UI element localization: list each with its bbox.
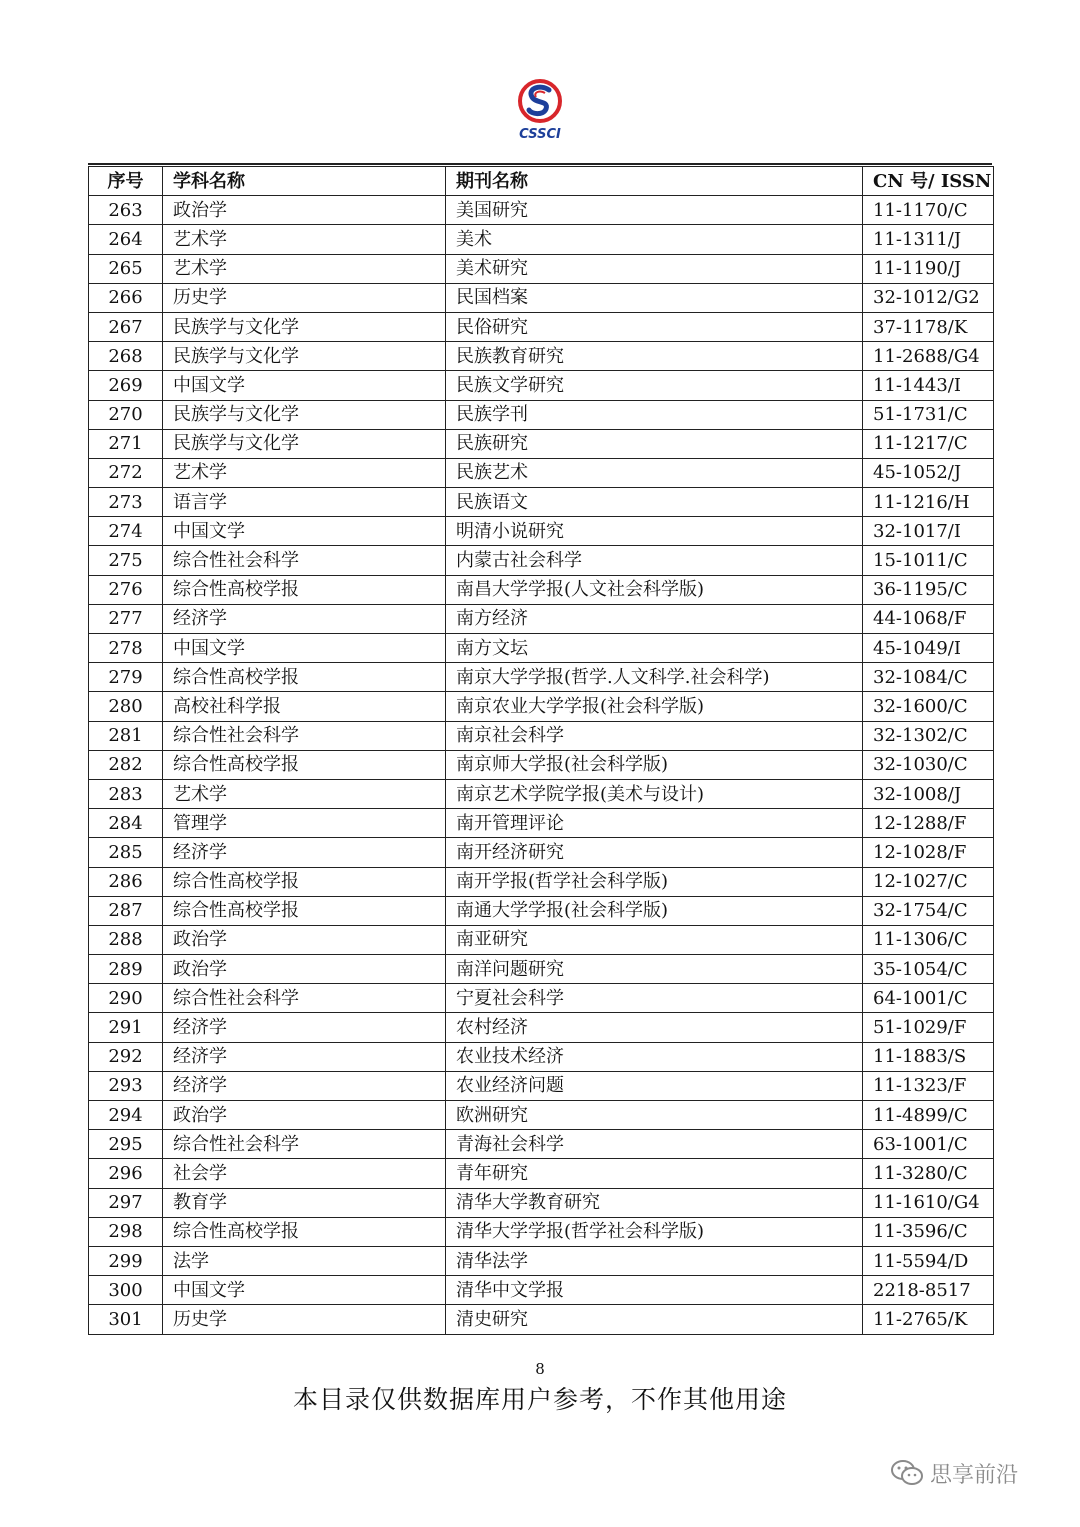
cell-subject: 管理学 <box>163 809 446 838</box>
table-row <box>89 663 994 692</box>
header-rule <box>88 163 992 165</box>
watermark-text: 思享前沿 <box>930 1462 1019 1488</box>
cell-journal: 农村经济 <box>446 1013 863 1042</box>
cell-cn-issn: 32-1030/C <box>863 750 994 779</box>
table-row <box>89 838 994 867</box>
table-row <box>89 488 994 517</box>
cell-subject: 民族学与文化学 <box>163 429 446 458</box>
cell-subject: 政治学 <box>163 1101 446 1130</box>
cell-serial: 291 <box>89 1013 163 1042</box>
cell-cn-issn: 12-1288/F <box>863 809 994 838</box>
cell-serial: 282 <box>89 750 163 779</box>
table-row <box>89 429 994 458</box>
cell-journal: 南通大学学报(社会科学版) <box>446 896 863 925</box>
cell-subject: 社会学 <box>163 1159 446 1188</box>
cell-subject: 民族学与文化学 <box>163 312 446 341</box>
watermark <box>890 1458 1018 1488</box>
table-row <box>89 342 994 371</box>
cell-serial: 285 <box>89 838 163 867</box>
cell-serial: 288 <box>89 925 163 954</box>
cell-journal: 美术 <box>446 225 863 254</box>
cell-journal: 南京艺术学院学报(美术与设计) <box>446 779 863 808</box>
cell-subject: 经济学 <box>163 1071 446 1100</box>
cell-serial: 263 <box>89 196 163 225</box>
cell-serial: 279 <box>89 663 163 692</box>
cell-cn-issn: 37-1178/K <box>863 312 994 341</box>
cell-serial: 283 <box>89 779 163 808</box>
cell-journal: 明清小说研究 <box>446 517 863 546</box>
cell-journal: 南方经济 <box>446 604 863 633</box>
cell-cn-issn: 44-1068/F <box>863 604 994 633</box>
cell-cn-issn: 11-2765/K <box>863 1305 994 1334</box>
cell-serial: 280 <box>89 692 163 721</box>
cell-serial: 268 <box>89 342 163 371</box>
cell-subject: 中国文学 <box>163 634 446 663</box>
table-row <box>89 575 994 604</box>
cell-cn-issn: 32-1008/J <box>863 779 994 808</box>
cell-serial: 270 <box>89 400 163 429</box>
cell-cn-issn: 12-1028/F <box>863 838 994 867</box>
cell-cn-issn: 45-1052/J <box>863 458 994 487</box>
cell-journal: 南方文坛 <box>446 634 863 663</box>
footer-notice: 本目录仅供数据库用户参考，不作其他用途 <box>292 1385 787 1414</box>
cell-subject: 综合性高校学报 <box>163 896 446 925</box>
cell-subject: 民族学与文化学 <box>163 400 446 429</box>
cell-journal: 南开管理评论 <box>446 809 863 838</box>
cell-subject: 政治学 <box>163 196 446 225</box>
table-row <box>89 750 994 779</box>
cell-cn-issn: 45-1049/I <box>863 634 994 663</box>
cell-journal: 清华法学 <box>446 1246 863 1275</box>
cell-subject: 综合性社会科学 <box>163 984 446 1013</box>
cell-cn-issn: 11-3596/C <box>863 1217 994 1246</box>
cell-serial: 293 <box>89 1071 163 1100</box>
cell-journal: 民族学刊 <box>446 400 863 429</box>
cell-journal: 宁夏社会科学 <box>446 984 863 1013</box>
cell-subject: 综合性社会科学 <box>163 1130 446 1159</box>
table-row <box>89 517 994 546</box>
cell-subject: 综合性社会科学 <box>163 721 446 750</box>
cell-journal: 民族教育研究 <box>446 342 863 371</box>
cell-serial: 266 <box>89 283 163 312</box>
table-row <box>89 371 994 400</box>
table-row <box>89 1042 994 1071</box>
cell-subject: 艺术学 <box>163 225 446 254</box>
table-row <box>89 254 994 283</box>
cell-subject: 政治学 <box>163 955 446 984</box>
cell-journal: 民族文学研究 <box>446 371 863 400</box>
column-header-subject: 学科名称 <box>163 167 446 196</box>
cell-serial: 276 <box>89 575 163 604</box>
table-row <box>89 400 994 429</box>
table-header-row <box>89 167 994 196</box>
cell-cn-issn: 32-1754/C <box>863 896 994 925</box>
cell-cn-issn: 32-1302/C <box>863 721 994 750</box>
cell-cn-issn: 11-4899/C <box>863 1101 994 1130</box>
cell-subject: 综合性高校学报 <box>163 1217 446 1246</box>
cell-subject: 教育学 <box>163 1188 446 1217</box>
wechat-icon <box>890 1459 924 1487</box>
cell-cn-issn: 63-1001/C <box>863 1130 994 1159</box>
page-number: 8 <box>535 1360 545 1378</box>
cell-serial: 295 <box>89 1130 163 1159</box>
cell-cn-issn: 11-1610/G4 <box>863 1188 994 1217</box>
cell-cn-issn: 51-1029/F <box>863 1013 994 1042</box>
table-row <box>89 1217 994 1246</box>
cell-serial: 298 <box>89 1217 163 1246</box>
cell-subject: 综合性高校学报 <box>163 867 446 896</box>
cell-journal: 南开经济研究 <box>446 838 863 867</box>
table-row <box>89 925 994 954</box>
cell-journal: 南亚研究 <box>446 925 863 954</box>
cell-journal: 欧洲研究 <box>446 1101 863 1130</box>
cell-cn-issn: 11-3280/C <box>863 1159 994 1188</box>
table-row <box>89 196 994 225</box>
cell-journal: 南洋问题研究 <box>446 955 863 984</box>
cell-subject: 经济学 <box>163 1042 446 1071</box>
cell-subject: 综合性高校学报 <box>163 575 446 604</box>
cell-serial: 281 <box>89 721 163 750</box>
cell-cn-issn: 11-1217/C <box>863 429 994 458</box>
cell-journal: 美国研究 <box>446 196 863 225</box>
cell-journal: 民俗研究 <box>446 312 863 341</box>
cell-subject: 政治学 <box>163 925 446 954</box>
cell-cn-issn: 32-1017/I <box>863 517 994 546</box>
cell-cn-issn: 15-1011/C <box>863 546 994 575</box>
table-row <box>89 1276 994 1305</box>
cell-cn-issn: 36-1195/C <box>863 575 994 604</box>
cell-subject: 法学 <box>163 1246 446 1275</box>
cell-subject: 语言学 <box>163 488 446 517</box>
cell-cn-issn: 11-1883/S <box>863 1042 994 1071</box>
cell-subject: 综合性高校学报 <box>163 663 446 692</box>
cell-serial: 300 <box>89 1276 163 1305</box>
cell-cn-issn: 11-1306/C <box>863 925 994 954</box>
cell-serial: 277 <box>89 604 163 633</box>
cell-cn-issn: 32-1084/C <box>863 663 994 692</box>
cell-subject: 艺术学 <box>163 779 446 808</box>
cell-journal: 南开学报(哲学社会科学版) <box>446 867 863 896</box>
cell-journal: 民族研究 <box>446 429 863 458</box>
cell-serial: 274 <box>89 517 163 546</box>
cell-cn-issn: 11-1216/H <box>863 488 994 517</box>
cell-cn-issn: 32-1600/C <box>863 692 994 721</box>
cell-subject: 高校社科学报 <box>163 692 446 721</box>
cssci-logo <box>505 78 575 142</box>
cell-cn-issn: 11-1311/J <box>863 225 994 254</box>
cell-serial: 269 <box>89 371 163 400</box>
cell-journal: 农业经济问题 <box>446 1071 863 1100</box>
table-row <box>89 867 994 896</box>
cell-serial: 289 <box>89 955 163 984</box>
column-header-journal: 期刊名称 <box>446 167 863 196</box>
table-row <box>89 955 994 984</box>
cell-journal: 清史研究 <box>446 1305 863 1334</box>
cell-serial: 265 <box>89 254 163 283</box>
cell-subject: 民族学与文化学 <box>163 342 446 371</box>
cell-serial: 264 <box>89 225 163 254</box>
cell-cn-issn: 12-1027/C <box>863 867 994 896</box>
table-row <box>89 458 994 487</box>
cell-serial: 299 <box>89 1246 163 1275</box>
cell-subject: 经济学 <box>163 1013 446 1042</box>
cell-subject: 综合性高校学报 <box>163 750 446 779</box>
cell-cn-issn: 11-1190/J <box>863 254 994 283</box>
table-row <box>89 546 994 575</box>
cell-serial: 294 <box>89 1101 163 1130</box>
cell-subject: 经济学 <box>163 604 446 633</box>
cell-cn-issn: 11-5594/D <box>863 1246 994 1275</box>
cell-journal: 南京大学学报(哲学.人文科学.社会科学) <box>446 663 863 692</box>
cell-serial: 297 <box>89 1188 163 1217</box>
cell-subject: 艺术学 <box>163 254 446 283</box>
cell-subject: 历史学 <box>163 1305 446 1334</box>
cell-subject: 中国文学 <box>163 517 446 546</box>
cell-subject: 综合性社会科学 <box>163 546 446 575</box>
cell-serial: 296 <box>89 1159 163 1188</box>
cell-journal: 民族语文 <box>446 488 863 517</box>
column-header-cn-issn: CN 号/ ISSN <box>863 167 994 196</box>
table-row <box>89 692 994 721</box>
cell-serial: 292 <box>89 1042 163 1071</box>
table-row <box>89 1159 994 1188</box>
journal-table <box>88 166 994 1335</box>
cell-journal: 清华大学教育研究 <box>446 1188 863 1217</box>
cell-serial: 284 <box>89 809 163 838</box>
cell-serial: 287 <box>89 896 163 925</box>
cell-journal: 青年研究 <box>446 1159 863 1188</box>
cell-cn-issn: 51-1731/C <box>863 400 994 429</box>
cell-serial: 273 <box>89 488 163 517</box>
cell-journal: 南京农业大学学报(社会科学版) <box>446 692 863 721</box>
table-row <box>89 1188 994 1217</box>
cell-subject: 中国文学 <box>163 1276 446 1305</box>
cell-journal: 南昌大学学报(人文社会科学版) <box>446 575 863 604</box>
cell-subject: 经济学 <box>163 838 446 867</box>
cell-journal: 民族艺术 <box>446 458 863 487</box>
cell-journal: 南京社会科学 <box>446 721 863 750</box>
logo-text: CSSCI <box>519 127 561 142</box>
table-row <box>89 1071 994 1100</box>
table-row <box>89 634 994 663</box>
cell-journal: 内蒙古社会科学 <box>446 546 863 575</box>
cell-serial: 272 <box>89 458 163 487</box>
table-row <box>89 779 994 808</box>
cell-journal: 民国档案 <box>446 283 863 312</box>
table-row <box>89 604 994 633</box>
cell-serial: 278 <box>89 634 163 663</box>
cell-journal: 清华中文学报 <box>446 1276 863 1305</box>
table-row <box>89 1013 994 1042</box>
cell-serial: 271 <box>89 429 163 458</box>
table-row <box>89 1246 994 1275</box>
cell-cn-issn: 11-2688/G4 <box>863 342 994 371</box>
table-row <box>89 283 994 312</box>
cell-journal: 清华大学学报(哲学社会科学版) <box>446 1217 863 1246</box>
cell-journal: 南京师大学报(社会科学版) <box>446 750 863 779</box>
cell-cn-issn: 11-1323/F <box>863 1071 994 1100</box>
table-row <box>89 1130 994 1159</box>
cell-serial: 267 <box>89 312 163 341</box>
cell-journal: 农业技术经济 <box>446 1042 863 1071</box>
table-row <box>89 809 994 838</box>
cell-cn-issn: 32-1012/G2 <box>863 283 994 312</box>
table-body <box>89 196 994 1334</box>
table-row <box>89 1305 994 1334</box>
cell-serial: 301 <box>89 1305 163 1334</box>
cell-journal: 青海社会科学 <box>446 1130 863 1159</box>
cell-cn-issn: 2218-8517 <box>863 1276 994 1305</box>
cell-cn-issn: 35-1054/C <box>863 955 994 984</box>
table-row <box>89 1101 994 1130</box>
cell-serial: 290 <box>89 984 163 1013</box>
cell-subject: 中国文学 <box>163 371 446 400</box>
table-row <box>89 312 994 341</box>
table-row <box>89 225 994 254</box>
column-header-serial: 序号 <box>89 167 163 196</box>
cell-subject: 历史学 <box>163 283 446 312</box>
table-row <box>89 721 994 750</box>
cell-subject: 艺术学 <box>163 458 446 487</box>
table-row <box>89 984 994 1013</box>
cell-serial: 275 <box>89 546 163 575</box>
cell-cn-issn: 64-1001/C <box>863 984 994 1013</box>
table-row <box>89 896 994 925</box>
cell-serial: 286 <box>89 867 163 896</box>
cell-cn-issn: 11-1443/I <box>863 371 994 400</box>
cell-cn-issn: 11-1170/C <box>863 196 994 225</box>
cell-journal: 美术研究 <box>446 254 863 283</box>
